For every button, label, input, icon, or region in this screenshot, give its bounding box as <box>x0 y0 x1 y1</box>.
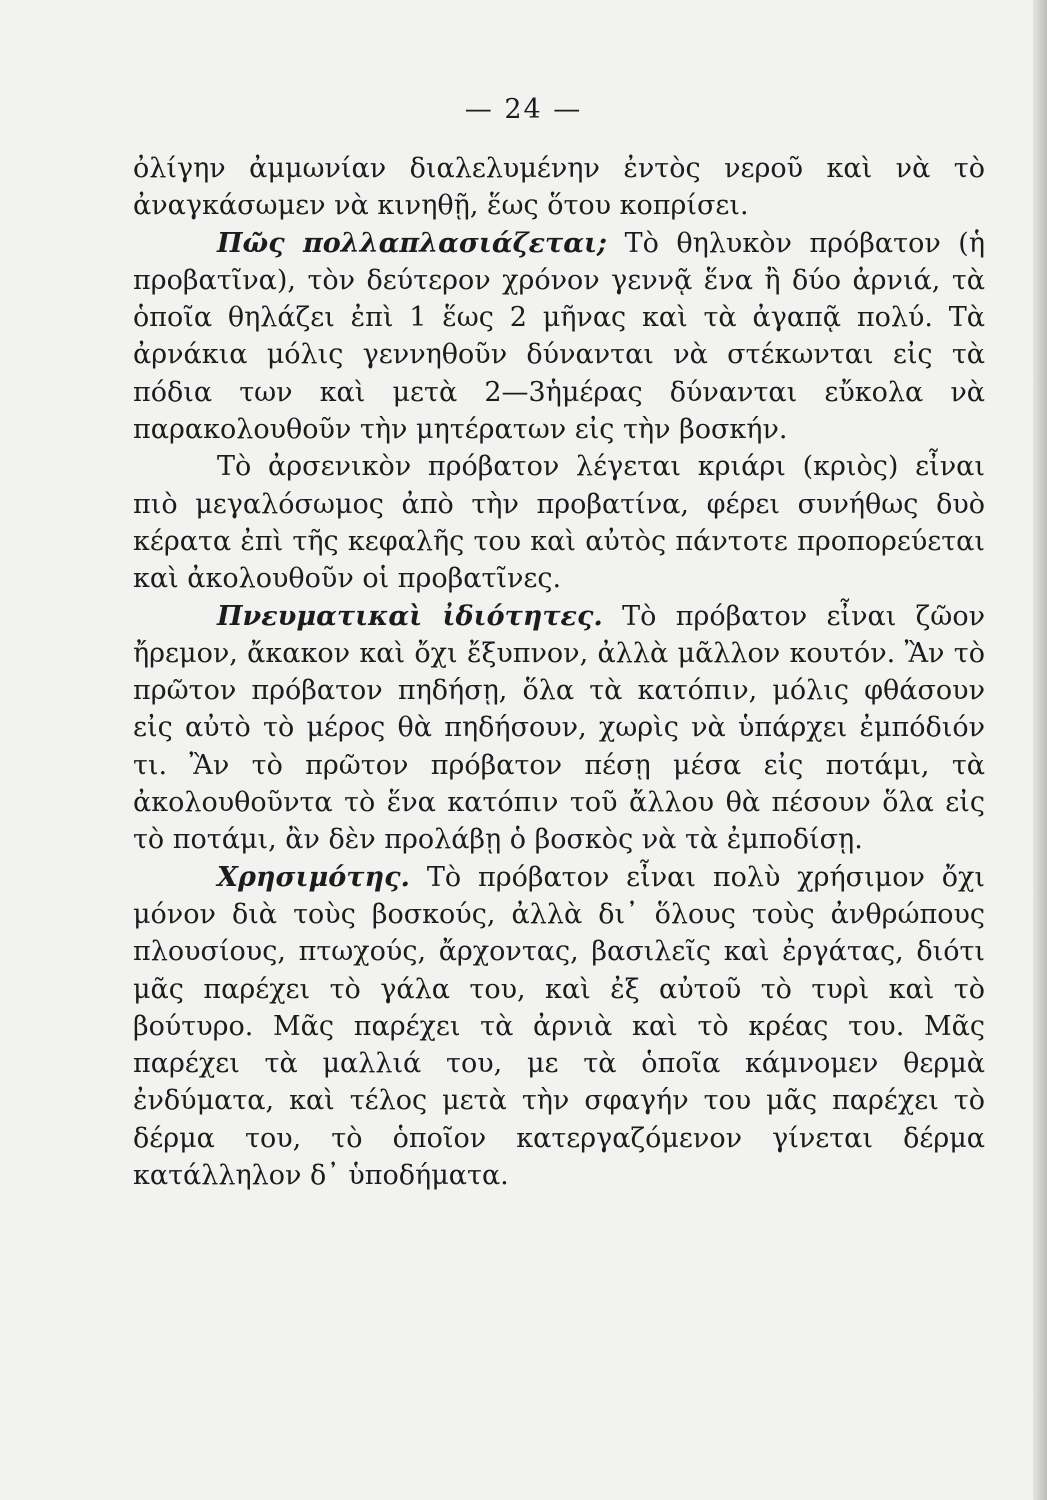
section-heading-mental-traits: Πνευματικαὶ ἰδιότητες. <box>217 600 603 632</box>
section-heading-reproduction: Πῶς πολλαπλασιάζεται; <box>217 227 608 259</box>
page-number: — 24 — <box>464 94 583 125</box>
paragraph-3: Τὸ ἀρσενικὸν πρόβατον λέγεται κριάρι (κριὸς) εἶναι πιὸ μεγαλόσωμος ἀπὸ τὴν προβατίνα, φέρει συνήθως δυὸ κέρατα ἐπὶ τῆς κεφαλῆς του καὶ αὐτὸς πάντοτε προπορεύεται καὶ ἀκολουθοῦν οἱ προβατῖνες. <box>133 451 985 595</box>
section-heading-usefulness: Χρησιμότης. <box>217 861 410 893</box>
body-text <box>133 150 985 1194</box>
paragraph-2-body: Τὸ θηλυκὸν πρόβατον (ἡ προβατῖνα), τὸν δεύτερον χρόνον γεννᾷ ἕνα ἢ δύο ἀρνιά, τὰ ὁποῖα θηλάζει ἐπὶ 1 ἕως 2 μῆνας καὶ τὰ ἀγαπᾷ πολύ. Τὰ ἀρνάκια μόλις γεννηθοῦν δύνανται νὰ στέκωνται εἰς τὰ πόδια των καὶ μετὰ 2—3ἡμέρας δύνανται εὔκολα νὰ παρακολουθοῦν τὴν μητέρατων εἰς τὴν βοσκήν. <box>133 227 985 446</box>
paragraph-5-body: Τὸ πρόβατον εἶναι πολὺ χρήσιμον ὄχι μόνον διὰ τοὺς βοσκούς, ἀλλὰ δι᾿ ὅλους τοὺς ἀνθρώπους πλουσίους, πτωχούς, ἄρχοντας, βασιλεῖς καὶ ἐργάτας, διότι μᾶς παρέχει τὸ γάλα του, καὶ ἐξ αὐτοῦ τὸ τυρὶ καὶ τὸ βούτυρο. Μᾶς παρέχει τὰ ἀρνιὰ καὶ τὸ κρέας του. Μᾶς παρέχει τὰ μαλλιά του, με τὰ ὁποῖα κάμνομεν θερμὰ ἐνδύματα, καὶ τέλος μετὰ τὴν σφαγήν του μᾶς παρέχει τὸ δέρμα του, τὸ ὁποῖον κατεργαζόμενον γίνεται δέρμα κατάλληλον δ᾿ ὑποδήματα. <box>133 861 985 1192</box>
page-edge-shadow <box>1033 0 1047 1500</box>
paragraph-5 <box>133 859 985 1195</box>
paragraph-4 <box>133 598 985 859</box>
paragraph-1: ὀλίγην ἀμμωνίαν διαλελυμένην ἐντὸς νεροῦ καὶ νὰ τὸ ἀναγκάσωμεν νὰ κινηθῇ, ἕως ὅτου κοπρίσει. <box>133 153 985 222</box>
paragraph-2 <box>133 225 985 449</box>
paragraph-4-body: Τὸ πρόβατον εἶναι ζῶον ἤρεμον, ἄκακον καὶ ὄχι ἔξυπνον, ἀλλὰ μᾶλλον κουτόν. Ἂν τὸ πρῶτον πρόβατον πηδήσῃ, ὅλα τὰ κατόπιν, μόλις φθάσουν εἰς αὐτὸ τὸ μέρος θὰ πηδήσουν, χωρὶς νὰ ὑπάρχει ἐμπόδιόν τι. Ἂν τὸ πρῶτον πρόβατον πέσῃ μέσα εἰς ποτάμι, τὰ ἀκολουθοῦντα τὸ ἕνα κατόπιν τοῦ ἄλλου θὰ πέσουν ὅλα εἰς τὸ ποτάμι, ἂν δὲν προλάβῃ ὁ βοσκὸς νὰ τὰ ἐμποδίσῃ. <box>133 600 985 856</box>
